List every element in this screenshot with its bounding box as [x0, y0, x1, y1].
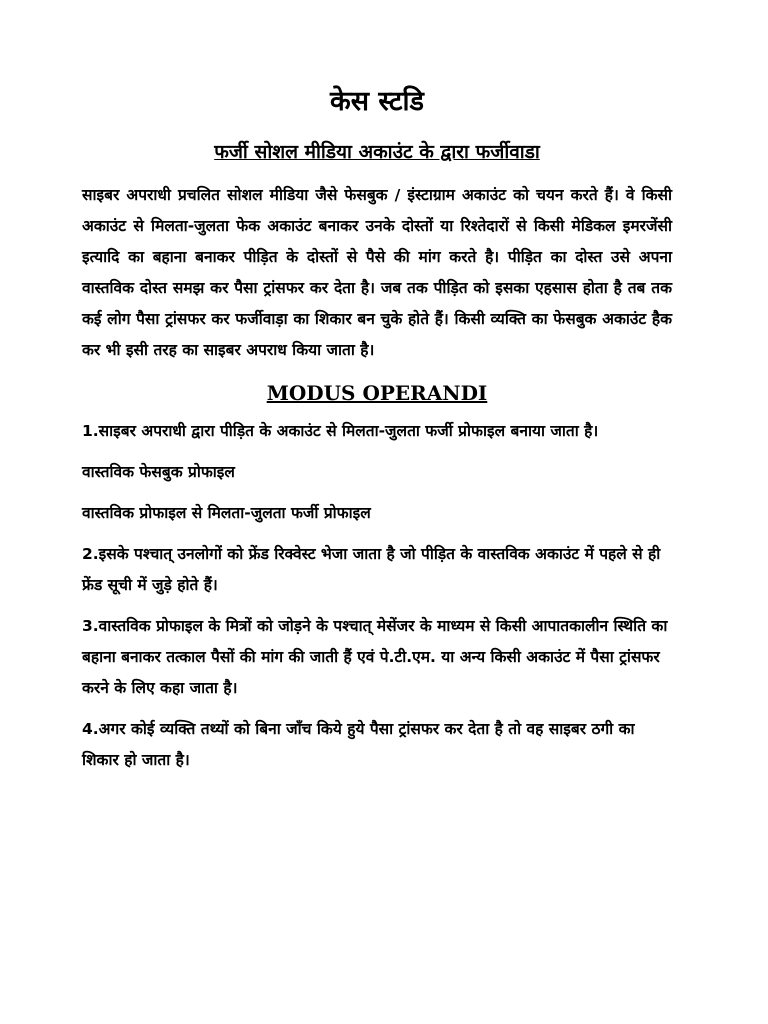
document-page	[82, 80, 672, 786]
step-2: 2.इसके पश्चात् उनलोगों को फ्रेंड रिक्वेस्ट भेजा जाता है जो पीड़ित के वास्तविक अकाउंट में पहले से ही फ्रेंड सूची में जुड़े होते हैं।	[82, 545, 661, 594]
intro-paragraph: साइबर अपराधी प्रचलित सोशल मीडिया जैसे फेसबुक / इंस्टाग्राम अकाउंट को चयन करते हैं। वे किसी अकाउंट से मिलता-जुलता फेक अकाउंट बनाकर उनके दोस्तों या रिश्तेदारों से किसी मेडिकल इमरजेंसी इत्यादि का बहाना बनाकर पीड़ित के दोस्तों से पैसे की मांग करते है। पीड़ित का दोस्त उसे अपना वास्तविक दोस्त समझ कर पैसा ट्रांसफर कर देता है। जब तक पीड़ित को इसका एहसास होता है तब तक कई लोग पैसा ट्रांसफर कर फर्जीवाड़ा का शिकार बन चुके होते हैं। किसी व्यक्ति का फेसबुक अकाउंट हैक कर भी इसी तरह का साइबर अपराध किया जाता है।	[82, 186, 672, 359]
page-title: केस स्टडि	[330, 86, 424, 117]
modus-operandi-heading: MODUS OPERANDI	[266, 381, 488, 405]
step-3: 3.वास्तविक प्रोफाइल के मित्रों को जोड़ने के पश्चात् मेसेंजर के माध्यम से किसी आपातकालीन स्थिति का बहाना बनाकर तत्काल पैसों की मांग की जाती हैं एवं पे.टी.एम. या अन्य किसी अकाउंट में पैसा ट्रांसफर करने के लिए कहा जाता है।	[82, 617, 668, 697]
real-profile-caption: वास्तविक फेसबुक प्रोफाइल	[82, 463, 235, 481]
step-1: 1.साइबर अपराधी द्वारा पीड़ित के अकाउंट से मिलता-जुलता फर्जी प्रोफाइल बनाया जाता है।	[82, 422, 599, 440]
step-4: 4.अगर कोई व्यक्ति तथ्यों को बिना जाँच किये हुये पैसा ट्रांसफर कर देता है तो वह साइबर ठगी का शिकार हो जाता है।	[82, 720, 635, 769]
fake-profile-caption: वास्तविक प्रोफाइल से मिलता-जुलता फर्जी प्रोफाइल	[82, 504, 371, 522]
page-subtitle: फर्जी सोशल मीडिया अकाउंट के द्वारा फर्जीवाडा	[214, 141, 540, 163]
